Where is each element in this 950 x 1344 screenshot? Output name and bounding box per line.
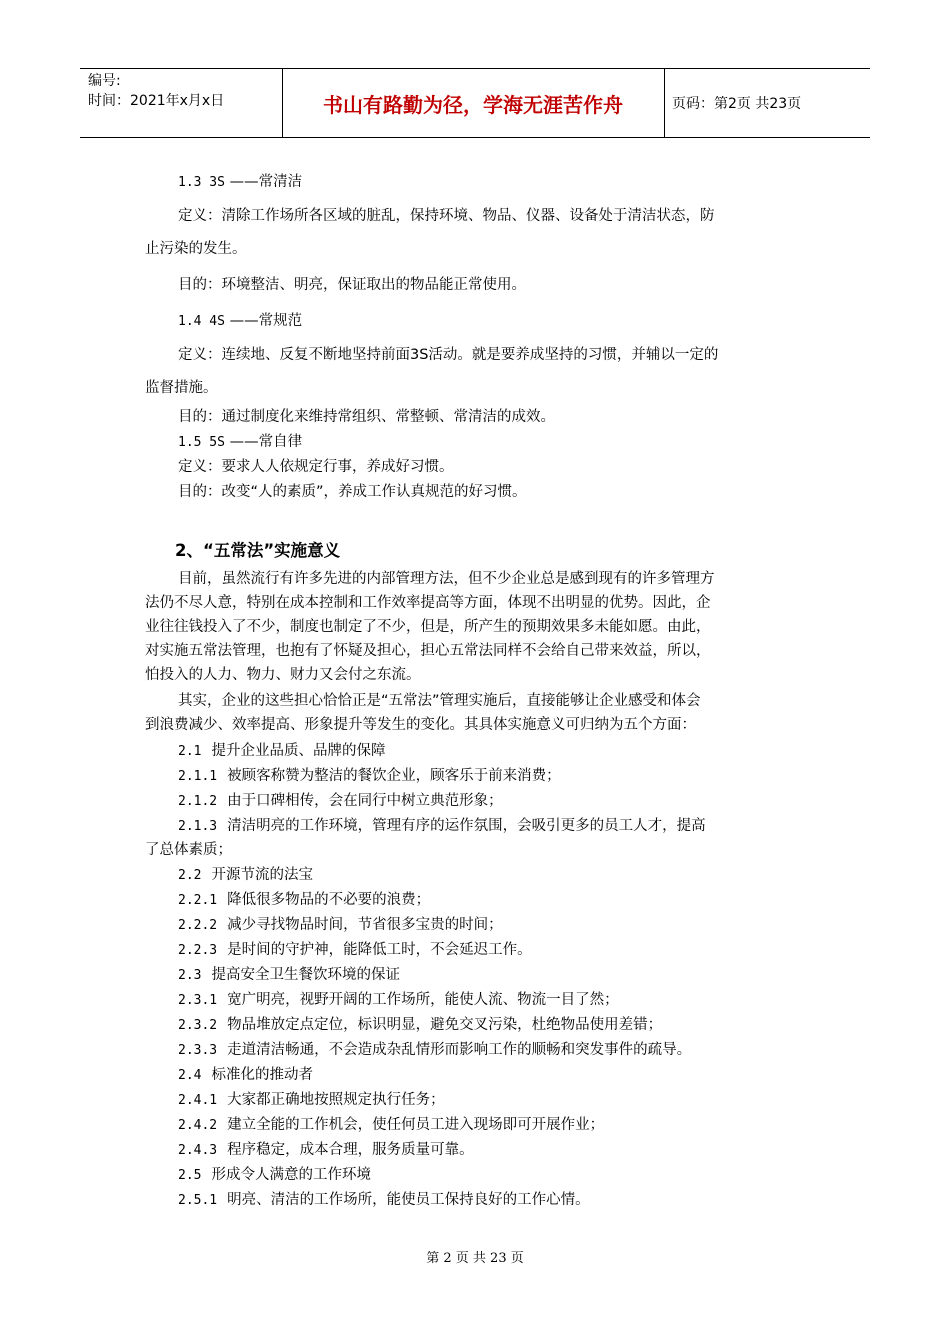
list-item-text: 开源节流的法宝 — [211, 867, 313, 883]
list-item-number: 2.2.2 — [178, 918, 218, 933]
list-item-number: 2.1.2 — [178, 794, 218, 809]
paragraph-line: 定义：要求人人依规定行事，养成好习惯。 — [178, 459, 454, 475]
list-item-number: 2.4.2 — [178, 1118, 218, 1133]
list-item — [178, 865, 313, 886]
list-item — [178, 1065, 313, 1086]
list-item-number: 2.2.3 — [178, 943, 218, 958]
list-item — [178, 1040, 691, 1061]
paragraph-line: 监督措施。 — [145, 380, 218, 396]
list-item-number: 2.4.1 — [178, 1093, 218, 1108]
paragraph-line: 目的：改变“人的素质”，养成工作认真规范的好习惯。 — [178, 484, 527, 500]
list-item-number: 2.2 — [178, 868, 202, 883]
paragraph-line: 目的：环境整洁、明亮，保证取出的物品能正常使用。 — [178, 277, 526, 293]
section-2-heading: 2、“五常法”实施意义 — [175, 541, 341, 560]
header-page-info: 页码：第2页 共23页 — [672, 96, 802, 112]
paragraph-line: 目前，虽然流行有许多先进的内部管理方法，但不少企业总是感到现有的许多管理方 — [178, 571, 715, 587]
list-item — [178, 741, 385, 762]
heading-1-5: 1.5 5S ——常自律 — [178, 434, 303, 450]
paragraph-line: 对实施五常法管理，也抱有了怀疑及担心，担心五常法同样不会给自己带来效益，所以， — [145, 643, 711, 659]
paragraph-line: 目的：通过制度化来维持常组织、常整顿、常清洁的成效。 — [178, 409, 555, 425]
list-item — [178, 940, 532, 961]
paragraph-line: 止污染的发生。 — [145, 241, 247, 257]
list-item-text: 提升企业品质、品牌的保障 — [211, 743, 386, 759]
list-item-text: 减少寻找物品时间，节省很多宝贵的时间； — [227, 917, 503, 933]
list-item-number: 2.1.1 — [178, 769, 218, 784]
list-item — [178, 915, 503, 936]
page-header — [80, 68, 870, 138]
list-item-text: 走道清洁畅通，不会造成杂乱情形而影响工作的顺畅和突发事件的疏导。 — [227, 1042, 692, 1058]
list-item-text: 宽广明亮，视野开阔的工作场所，能使人流、物流一目了然； — [227, 992, 619, 1008]
list-item-text: 建立全能的工作机会，使任何员工进入现场即可开展作业； — [227, 1117, 605, 1133]
paragraph-line: 到浪费减少、效率提高、形象提升等发生的变化。其具体实施意义可归纳为五个方面： — [145, 717, 696, 733]
list-item — [178, 766, 561, 787]
list-item-text: 物品堆放定点定位，标识明显，避免交叉污染，杜绝物品使用差错； — [227, 1017, 663, 1033]
list-item-text: 标准化的推动者 — [211, 1067, 313, 1083]
list-item-number: 2.4 — [178, 1068, 202, 1083]
list-item-number: 2.3.1 — [178, 993, 218, 1008]
list-item-number: 2.3.2 — [178, 1018, 218, 1033]
list-item-text: 提高安全卫生餐饮环境的保证 — [211, 967, 400, 983]
list-item-text: 被顾客称赞为整洁的餐饮企业，顾客乐于前来消费； — [227, 768, 561, 784]
list-item-number: 2.2.1 — [178, 893, 218, 908]
paragraph-line: 定义：清除工作场所各区域的脏乱，保持环境、物品、仪器、设备处于清洁状态，防 — [178, 208, 715, 224]
header-number: 编号: — [88, 73, 121, 89]
list-item-number: 2.3 — [178, 968, 202, 983]
heading-1-4: 1.4 4S ——常规范 — [178, 313, 303, 329]
list-item-text: 程序稳定，成本合理，服务质量可靠。 — [227, 1142, 474, 1158]
list-item — [145, 840, 232, 860]
list-item — [178, 1190, 590, 1211]
list-item-text: 是时间的守护神，能降低工时，不会延迟工作。 — [227, 942, 532, 958]
list-item — [178, 1015, 662, 1036]
list-item-text: 清洁明亮的工作环境，管理有序的运作氛围，会吸引更多的员工人才，提高 — [227, 818, 706, 834]
list-item-number: 2.1 — [178, 744, 202, 759]
heading-1-3: 1.3 3S ——常清洁 — [178, 174, 303, 190]
list-item — [178, 1165, 371, 1186]
paragraph-line: 其实，企业的这些担心恰恰正是“五常法”管理实施后，直接能够让企业感受和体会 — [178, 693, 701, 709]
list-item-number: 2.5 — [178, 1168, 202, 1183]
list-item — [178, 791, 503, 812]
header-slogan: 书山有路勤为径，学海无涯苦作舟 — [323, 92, 623, 117]
list-item-text: 明亮、清洁的工作场所，能使员工保持良好的工作心情。 — [227, 1192, 590, 1208]
list-item-number: 2.4.3 — [178, 1143, 218, 1158]
list-item — [178, 990, 619, 1011]
list-item-number: 2.1.3 — [178, 819, 218, 834]
list-item-text: 了总体素质； — [145, 842, 232, 858]
list-item-text: 由于口碑相传，会在同行中树立典范形象； — [227, 793, 503, 809]
list-item — [178, 1140, 474, 1161]
list-item — [178, 890, 430, 911]
paragraph-line: 怕投入的人力、物力、财力又会付之东流。 — [145, 667, 421, 683]
list-item-text: 形成令人满意的工作环境 — [211, 1167, 371, 1183]
paragraph-line: 法仍不尽人意，特别在成本控制和工作效率提高等方面，体现不出明显的优势。因此，企 — [145, 595, 711, 611]
list-item — [178, 1090, 445, 1111]
header-meta — [88, 71, 224, 111]
list-item — [178, 816, 706, 837]
header-time: 时间：2021年x月x日 — [88, 93, 225, 109]
page-footer: 第 2 页 共 23 页 — [426, 1251, 524, 1266]
list-item-text: 降低很多物品的不必要的浪费； — [227, 892, 431, 908]
list-item — [178, 1115, 604, 1136]
list-item — [178, 965, 400, 986]
list-item-number: 2.5.1 — [178, 1193, 218, 1208]
list-item-number: 2.3.3 — [178, 1043, 218, 1058]
paragraph-line: 定义：连续地、反复不断地坚持前面3S活动。就是要养成坚持的习惯，并辅以一定的 — [178, 347, 719, 363]
paragraph-line: 业往往钱投入了不少，制度也制定了不少，但是，所产生的预期效果多未能如愿。由此， — [145, 619, 711, 635]
list-item-text: 大家都正确地按照规定执行任务； — [227, 1092, 445, 1108]
